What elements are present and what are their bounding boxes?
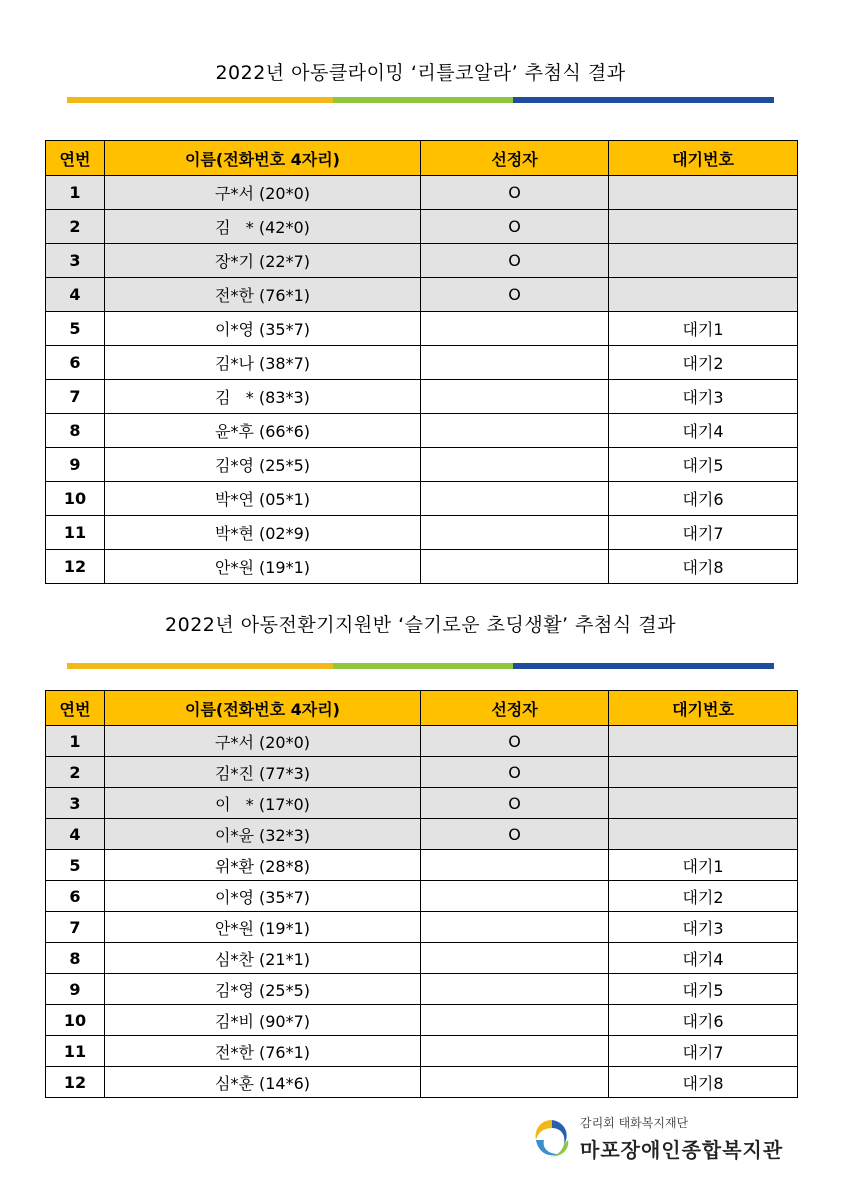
cell-selected: O xyxy=(421,244,609,278)
cell-waitlist xyxy=(609,176,798,210)
cell-waitlist: 대기4 xyxy=(609,943,798,974)
header-waitlist: 대기번호 xyxy=(609,691,798,726)
cell-name: 구*서 (20*0) xyxy=(105,726,421,757)
cell-no: 2 xyxy=(46,210,105,244)
section2-divider-bar xyxy=(67,663,774,669)
cell-name: 구*서 (20*0) xyxy=(105,176,421,210)
cell-selected xyxy=(421,850,609,881)
cell-name: 윤*후 (66*6) xyxy=(105,414,421,448)
cell-no: 4 xyxy=(46,819,105,850)
table-row xyxy=(46,312,798,346)
cell-waitlist: 대기8 xyxy=(609,1067,798,1098)
cell-waitlist xyxy=(609,757,798,788)
cell-no: 11 xyxy=(46,1036,105,1067)
cell-selected: O xyxy=(421,726,609,757)
cell-waitlist xyxy=(609,819,798,850)
cell-no: 12 xyxy=(46,1067,105,1098)
cell-no: 6 xyxy=(46,346,105,380)
org-parent-name: 감리회 태화복지재단 xyxy=(580,1116,689,1130)
cell-name: 장*기 (22*7) xyxy=(105,244,421,278)
organization-logo xyxy=(530,1114,800,1164)
cell-name: 이*윤 (32*3) xyxy=(105,819,421,850)
cell-waitlist xyxy=(609,210,798,244)
cell-no: 6 xyxy=(46,881,105,912)
cell-waitlist: 대기8 xyxy=(609,550,798,584)
cell-no: 4 xyxy=(46,278,105,312)
cell-name: 김*나 (38*7) xyxy=(105,346,421,380)
cell-no: 7 xyxy=(46,912,105,943)
cell-waitlist: 대기1 xyxy=(609,850,798,881)
cell-name: 이*영 (35*7) xyxy=(105,312,421,346)
cell-no: 3 xyxy=(46,788,105,819)
cell-name: 김 * (83*3) xyxy=(105,380,421,414)
cell-selected xyxy=(421,312,609,346)
cell-waitlist: 대기2 xyxy=(609,881,798,912)
cell-name: 김*진 (77*3) xyxy=(105,757,421,788)
header-selected: 선정자 xyxy=(421,141,609,176)
cell-selected xyxy=(421,1036,609,1067)
cell-name: 전*한 (76*1) xyxy=(105,1036,421,1067)
table-row xyxy=(46,244,798,278)
cell-selected xyxy=(421,448,609,482)
table-row xyxy=(46,1067,798,1098)
table-row xyxy=(46,881,798,912)
cell-no: 9 xyxy=(46,974,105,1005)
cell-waitlist: 대기5 xyxy=(609,974,798,1005)
section2-results-table xyxy=(45,690,798,1098)
section2-title: 2022년 아동전환기지원반 ‘슬기로운 초딩생활’ 추첨식 결과 xyxy=(165,614,676,636)
table-row xyxy=(46,380,798,414)
cell-selected: O xyxy=(421,278,609,312)
cell-no: 1 xyxy=(46,726,105,757)
cell-name: 안*원 (19*1) xyxy=(105,550,421,584)
table-row xyxy=(46,788,798,819)
cell-waitlist: 대기3 xyxy=(609,912,798,943)
header-no: 연번 xyxy=(46,691,105,726)
table-row xyxy=(46,1005,798,1036)
header-name: 이름(전화번호 4자리) xyxy=(105,691,421,726)
cell-waitlist: 대기3 xyxy=(609,380,798,414)
cell-selected xyxy=(421,482,609,516)
cell-selected: O xyxy=(421,210,609,244)
cell-selected xyxy=(421,912,609,943)
table-row xyxy=(46,210,798,244)
cell-selected xyxy=(421,943,609,974)
cell-name: 박*연 (05*1) xyxy=(105,482,421,516)
cell-name: 이*영 (35*7) xyxy=(105,881,421,912)
logo-emblem-icon xyxy=(530,1116,574,1160)
header-selected: 선정자 xyxy=(421,691,609,726)
cell-selected xyxy=(421,414,609,448)
section1-results-table xyxy=(45,140,798,584)
cell-waitlist xyxy=(609,278,798,312)
cell-no: 8 xyxy=(46,943,105,974)
divider-green xyxy=(333,97,513,103)
cell-selected: O xyxy=(421,819,609,850)
cell-selected xyxy=(421,380,609,414)
cell-selected xyxy=(421,881,609,912)
section1-title: 2022년 아동클라이밍 ‘리틀코알라’ 추첨식 결과 xyxy=(215,62,626,84)
cell-name: 이 * (17*0) xyxy=(105,788,421,819)
cell-waitlist: 대기2 xyxy=(609,346,798,380)
cell-no: 3 xyxy=(46,244,105,278)
table-row xyxy=(46,414,798,448)
table-header-row xyxy=(46,141,798,176)
table-row xyxy=(46,757,798,788)
divider-green xyxy=(333,663,513,669)
table-row xyxy=(46,726,798,757)
cell-waitlist: 대기6 xyxy=(609,482,798,516)
divider-yellow xyxy=(67,97,333,103)
header-name: 이름(전화번호 4자리) xyxy=(105,141,421,176)
cell-selected xyxy=(421,1067,609,1098)
org-main-name: 마포장애인종합복지관 xyxy=(580,1138,784,1162)
cell-waitlist: 대기4 xyxy=(609,414,798,448)
table-row xyxy=(46,850,798,881)
cell-name: 김*영 (25*5) xyxy=(105,974,421,1005)
table-row xyxy=(46,482,798,516)
cell-name: 김*비 (90*7) xyxy=(105,1005,421,1036)
table-row xyxy=(46,346,798,380)
cell-selected xyxy=(421,346,609,380)
cell-name: 위*환 (28*8) xyxy=(105,850,421,881)
table-row xyxy=(46,943,798,974)
cell-no: 11 xyxy=(46,516,105,550)
cell-waitlist: 대기7 xyxy=(609,1036,798,1067)
table-row xyxy=(46,278,798,312)
cell-no: 12 xyxy=(46,550,105,584)
cell-waitlist xyxy=(609,244,798,278)
table-row xyxy=(46,1036,798,1067)
cell-no: 5 xyxy=(46,850,105,881)
cell-name: 김*영 (25*5) xyxy=(105,448,421,482)
table-row xyxy=(46,516,798,550)
cell-selected xyxy=(421,1005,609,1036)
divider-blue xyxy=(513,97,774,103)
cell-selected: O xyxy=(421,788,609,819)
cell-selected: O xyxy=(421,176,609,210)
cell-selected xyxy=(421,516,609,550)
table-row xyxy=(46,974,798,1005)
table-row xyxy=(46,912,798,943)
cell-no: 2 xyxy=(46,757,105,788)
cell-selected xyxy=(421,974,609,1005)
cell-no: 7 xyxy=(46,380,105,414)
table-row xyxy=(46,176,798,210)
cell-name: 전*한 (76*1) xyxy=(105,278,421,312)
table-header-row xyxy=(46,691,798,726)
table-row xyxy=(46,448,798,482)
cell-no: 8 xyxy=(46,414,105,448)
cell-no: 9 xyxy=(46,448,105,482)
cell-name: 심*훈 (14*6) xyxy=(105,1067,421,1098)
table-row xyxy=(46,550,798,584)
cell-no: 10 xyxy=(46,482,105,516)
cell-waitlist xyxy=(609,788,798,819)
cell-waitlist: 대기1 xyxy=(609,312,798,346)
divider-blue xyxy=(513,663,774,669)
cell-waitlist xyxy=(609,726,798,757)
cell-name: 심*찬 (21*1) xyxy=(105,943,421,974)
cell-no: 5 xyxy=(46,312,105,346)
table-row xyxy=(46,819,798,850)
cell-name: 안*원 (19*1) xyxy=(105,912,421,943)
cell-no: 10 xyxy=(46,1005,105,1036)
cell-waitlist: 대기6 xyxy=(609,1005,798,1036)
section1-divider-bar xyxy=(67,97,774,103)
cell-waitlist: 대기7 xyxy=(609,516,798,550)
cell-name: 김 * (42*0) xyxy=(105,210,421,244)
cell-selected xyxy=(421,550,609,584)
divider-yellow xyxy=(67,663,333,669)
cell-selected: O xyxy=(421,757,609,788)
header-no: 연번 xyxy=(46,141,105,176)
cell-name: 박*현 (02*9) xyxy=(105,516,421,550)
cell-no: 1 xyxy=(46,176,105,210)
cell-waitlist: 대기5 xyxy=(609,448,798,482)
header-waitlist: 대기번호 xyxy=(609,141,798,176)
